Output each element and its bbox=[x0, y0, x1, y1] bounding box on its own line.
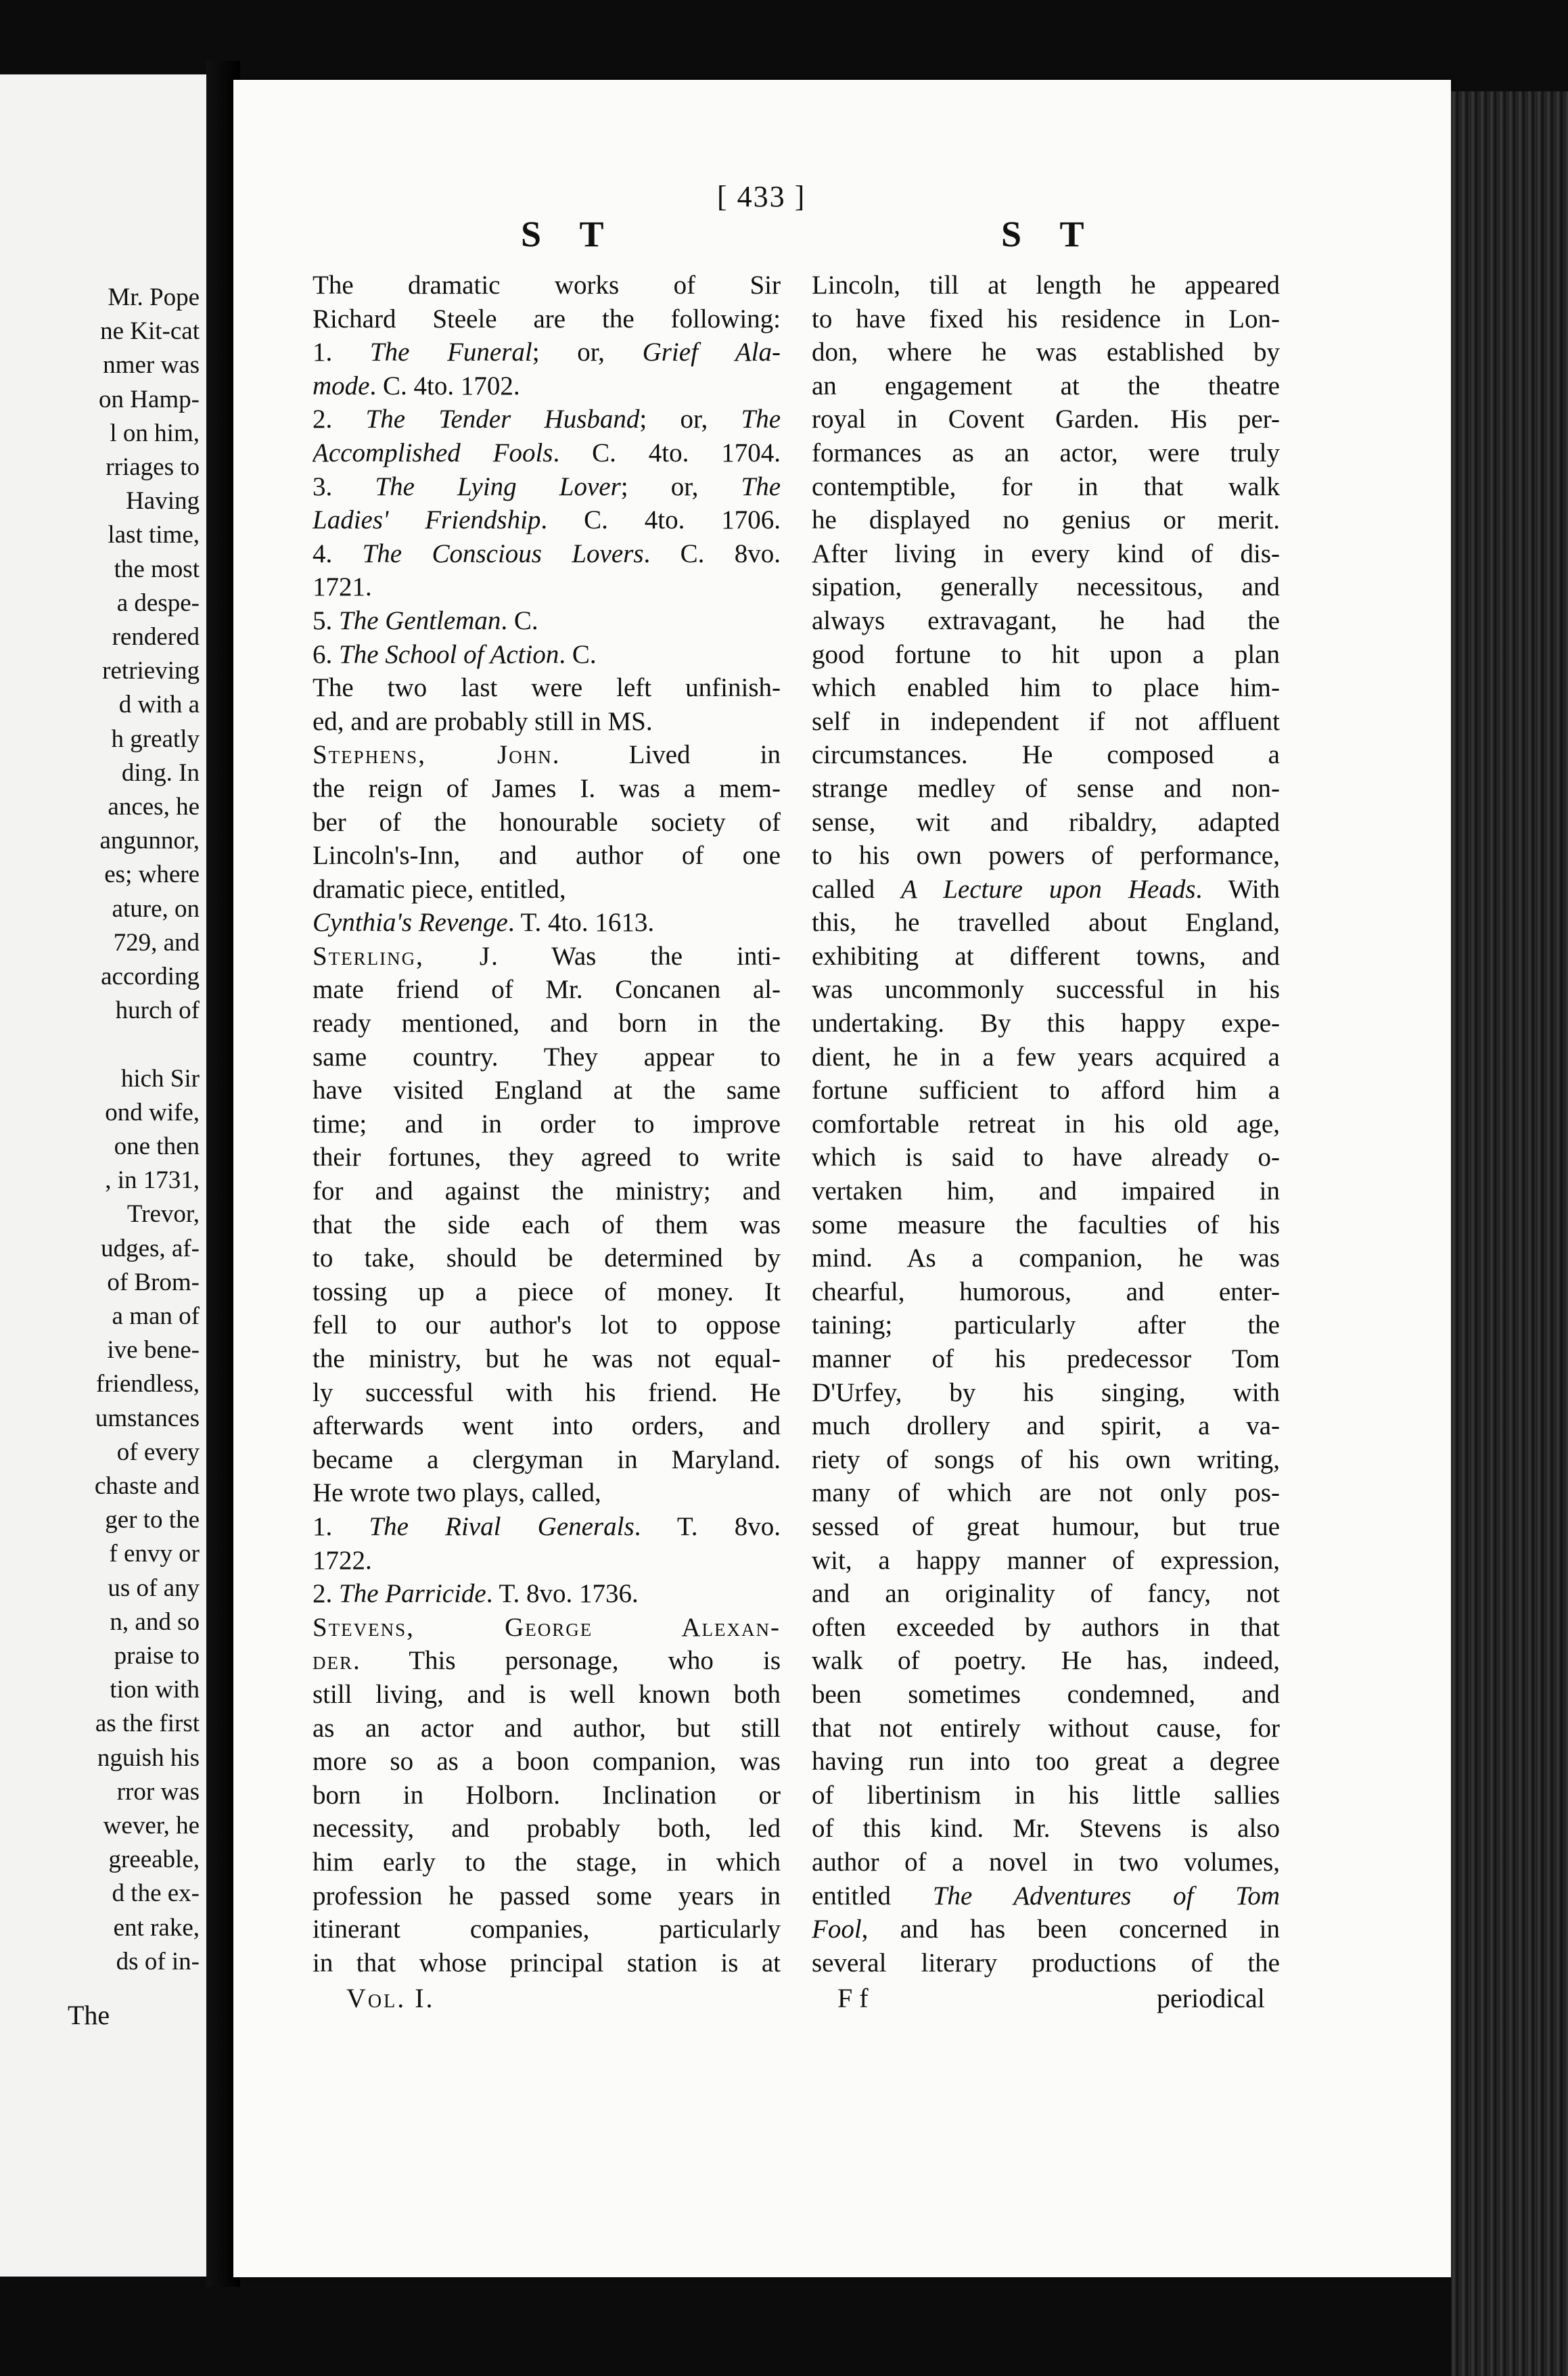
left-page-line: rriages to bbox=[106, 453, 200, 481]
text-run: 1. bbox=[313, 338, 370, 367]
text-run: . Was the inti- bbox=[491, 941, 781, 971]
text-run: Richard Steele are the following: bbox=[313, 304, 781, 334]
text-run: royal in Covent Garden. His per- bbox=[812, 405, 1280, 434]
text-run: was uncommonly successful in his bbox=[812, 975, 1280, 1005]
text-line bbox=[313, 1577, 781, 1611]
text-line bbox=[812, 1208, 1280, 1242]
left-page-line: Mr. Pope bbox=[108, 283, 200, 311]
text-line bbox=[313, 1678, 781, 1712]
text-line bbox=[812, 1712, 1280, 1745]
text-run: 4. bbox=[313, 539, 363, 568]
text-run: itinerant companies, particularly bbox=[313, 1915, 781, 1944]
left-page-line: hich Sir bbox=[120, 1064, 200, 1093]
text-run: have visited England at the same bbox=[313, 1076, 781, 1105]
left-page-line: the most bbox=[114, 555, 200, 583]
text-run: that the side each of them was bbox=[313, 1210, 781, 1239]
text-line bbox=[812, 940, 1280, 974]
text-run: ; or, bbox=[532, 338, 643, 367]
text-run: mate friend of Mr. Concanen al- bbox=[313, 975, 781, 1005]
text-line bbox=[812, 1913, 1280, 1946]
text-run: still living, and is well known both bbox=[313, 1679, 781, 1709]
italic-title: The Adventures of Tom bbox=[932, 1881, 1280, 1911]
text-run: The dramatic works of Sir bbox=[313, 271, 781, 300]
text-line bbox=[812, 403, 1280, 436]
left-page-line: umstances bbox=[95, 1404, 200, 1432]
text-run: to have fixed his residence in Lon- bbox=[812, 304, 1280, 334]
text-run: . T. 4to. 1613. bbox=[507, 908, 655, 938]
left-page-line: rror was bbox=[116, 1777, 200, 1806]
text-run: . C. 8vo. bbox=[643, 539, 781, 568]
left-page-line: chaste and bbox=[94, 1472, 200, 1500]
text-line bbox=[313, 772, 781, 806]
text-line bbox=[313, 1644, 781, 1678]
text-run: of libertinism in his little sallies bbox=[812, 1780, 1280, 1810]
left-page-line: us of any bbox=[108, 1574, 200, 1602]
signature-mark: F f bbox=[837, 1983, 869, 2013]
text-line bbox=[812, 570, 1280, 604]
text-run: in that whose principal station is at bbox=[313, 1948, 781, 1978]
text-column-right bbox=[812, 269, 1280, 1980]
text-line bbox=[812, 470, 1280, 504]
italic-title: The Gentleman bbox=[339, 606, 501, 635]
text-run: . T. 8vo. bbox=[634, 1511, 781, 1541]
left-page-line: ne Kit-cat bbox=[100, 317, 200, 346]
text-line bbox=[812, 1007, 1280, 1041]
italic-title: Fool bbox=[812, 1915, 862, 1944]
text-line bbox=[812, 604, 1280, 638]
text-run: vertaken him, and impaired in bbox=[812, 1176, 1280, 1206]
text-line bbox=[313, 1308, 781, 1342]
text-line bbox=[812, 1443, 1280, 1477]
left-page-line: es; where bbox=[104, 861, 200, 889]
text-run: ; or, bbox=[639, 405, 741, 434]
left-page-line: f envy or bbox=[109, 1540, 200, 1568]
left-page-line: angunnor, bbox=[99, 827, 200, 855]
left-page-line: d the ex- bbox=[112, 1879, 200, 1908]
text-run: taining; particularly after the bbox=[812, 1310, 1280, 1340]
text-line bbox=[313, 1376, 781, 1410]
text-line bbox=[812, 1174, 1280, 1208]
text-line bbox=[812, 1577, 1280, 1611]
italic-title: The Lying Lover bbox=[375, 472, 621, 501]
left-page-line: 729, and bbox=[113, 928, 200, 957]
left-page-line: as the first bbox=[95, 1710, 200, 1738]
text-run: undertaking. By this happy expe- bbox=[812, 1009, 1280, 1038]
text-run: . C. 4to. 1702. bbox=[369, 371, 520, 401]
text-run: often exceeded by authors in that bbox=[812, 1612, 1280, 1642]
entry-name: der bbox=[313, 1646, 353, 1676]
text-line bbox=[313, 1174, 781, 1208]
text-run: to his own powers of performance, bbox=[812, 841, 1280, 871]
text-run: . T. 8vo. 1736. bbox=[486, 1579, 639, 1609]
text-run: 2. bbox=[313, 405, 366, 434]
text-line bbox=[313, 1846, 781, 1879]
text-run: . C. 4to. 1706. bbox=[540, 505, 781, 535]
italic-title: Ladies' Friendship bbox=[313, 505, 541, 535]
text-run: ed, and are probably still in MS. bbox=[313, 706, 653, 736]
text-run: for and against the ministry; and bbox=[313, 1176, 781, 1206]
text-line bbox=[313, 1275, 781, 1309]
text-line bbox=[313, 1544, 781, 1578]
text-line bbox=[313, 906, 781, 940]
text-run: became a clergyman in Maryland. bbox=[313, 1444, 781, 1474]
text-line bbox=[812, 671, 1280, 705]
text-run: dient, he in a few years acquired a bbox=[812, 1042, 1280, 1072]
text-line bbox=[313, 839, 781, 873]
text-line bbox=[812, 973, 1280, 1007]
text-run: formances as an actor, were truly bbox=[812, 438, 1280, 467]
text-run: an engagement at the theatre bbox=[812, 371, 1280, 401]
left-page-line: Having bbox=[126, 487, 200, 516]
text-line bbox=[812, 269, 1280, 302]
text-line bbox=[313, 1409, 781, 1443]
text-line bbox=[812, 772, 1280, 806]
running-head-right: S T bbox=[1001, 214, 1099, 254]
text-line bbox=[313, 1946, 781, 1980]
left-page-line: ger to the bbox=[105, 1506, 200, 1534]
text-line bbox=[313, 873, 781, 907]
text-line bbox=[812, 1644, 1280, 1678]
left-page-line: rendered bbox=[112, 623, 200, 651]
text-line bbox=[812, 369, 1280, 403]
text-run: which enabled him to place him- bbox=[812, 673, 1280, 703]
volume-signature: Vol. I. bbox=[346, 1983, 435, 2013]
text-column-left bbox=[313, 269, 781, 1980]
text-line bbox=[812, 638, 1280, 672]
text-line bbox=[313, 705, 781, 739]
text-run: of this kind. Mr. Stevens is also bbox=[812, 1814, 1280, 1844]
text-run: some measure the faculties of his bbox=[812, 1210, 1280, 1239]
left-page-line: l on him, bbox=[110, 419, 200, 447]
text-line bbox=[313, 269, 781, 302]
text-line bbox=[313, 1041, 781, 1074]
text-line bbox=[812, 302, 1280, 336]
text-run: afterwards went into orders, and bbox=[313, 1411, 781, 1441]
text-line bbox=[313, 671, 781, 705]
left-page-catchword: The bbox=[68, 2000, 110, 2030]
italic-title: The Funeral bbox=[369, 338, 532, 367]
left-page-line: on Hamp- bbox=[99, 385, 200, 413]
text-run: fell to our author's lot to oppose bbox=[313, 1310, 781, 1340]
text-run: . C. 4to. 1704. bbox=[553, 438, 781, 467]
text-run: 5. bbox=[313, 606, 339, 635]
text-line bbox=[313, 973, 781, 1007]
text-run: he displayed no genius or merit. bbox=[812, 505, 1280, 535]
text-line bbox=[313, 1879, 781, 1913]
text-run: . C. bbox=[559, 639, 597, 669]
left-page-line: tion with bbox=[110, 1676, 200, 1704]
text-line bbox=[812, 906, 1280, 940]
italic-title: The bbox=[741, 472, 781, 501]
text-run: D'Urfey, by his singing, with bbox=[812, 1377, 1280, 1407]
text-run: sipation, generally necessitous, and bbox=[812, 572, 1280, 602]
text-run: dramatic piece, entitled, bbox=[313, 874, 566, 904]
italic-title: The Rival Generals bbox=[369, 1511, 635, 1541]
text-line bbox=[812, 1107, 1280, 1141]
text-line bbox=[313, 1745, 781, 1779]
text-line bbox=[812, 839, 1280, 873]
text-line bbox=[812, 1678, 1280, 1712]
italic-title: The School of Action bbox=[339, 639, 559, 669]
text-line bbox=[313, 1007, 781, 1041]
text-run: circumstances. He composed a bbox=[812, 740, 1280, 770]
text-line bbox=[812, 1544, 1280, 1578]
left-page-line: of Brom- bbox=[107, 1268, 200, 1296]
text-line bbox=[313, 604, 781, 638]
text-line bbox=[812, 1510, 1280, 1544]
text-run: contemptible, for in that walk bbox=[812, 472, 1280, 501]
text-run: don, where he was established by bbox=[812, 338, 1280, 367]
text-run: manner of his predecessor Tom bbox=[812, 1344, 1280, 1373]
text-run: author of a novel in two volumes, bbox=[812, 1847, 1280, 1877]
text-line bbox=[313, 570, 781, 604]
left-page-line: retrieving bbox=[102, 657, 200, 685]
italic-title: Grief Ala- bbox=[642, 338, 781, 367]
text-run: 1721. bbox=[313, 572, 372, 602]
text-line bbox=[812, 806, 1280, 840]
text-line bbox=[313, 738, 781, 772]
text-line bbox=[812, 537, 1280, 571]
text-line bbox=[812, 1946, 1280, 1980]
text-line bbox=[812, 705, 1280, 739]
text-line bbox=[313, 470, 781, 504]
text-run: 2. bbox=[313, 1579, 339, 1609]
text-line bbox=[812, 738, 1280, 772]
text-line bbox=[812, 1241, 1280, 1275]
left-page-line: , in 1731, bbox=[105, 1166, 200, 1195]
text-line bbox=[313, 1074, 781, 1107]
left-page-line: a man of bbox=[112, 1302, 200, 1330]
text-line bbox=[812, 1879, 1280, 1913]
text-line bbox=[812, 336, 1280, 369]
text-line bbox=[313, 1510, 781, 1544]
text-run: 3. bbox=[313, 472, 375, 501]
left-page-line: according bbox=[101, 963, 200, 990]
running-head-left: S T bbox=[521, 214, 619, 254]
text-run: . C. bbox=[501, 606, 538, 635]
left-page-line: a despe- bbox=[116, 589, 200, 617]
text-run: been sometimes condemned, and bbox=[812, 1679, 1280, 1709]
italic-title: The Tender Husband bbox=[365, 405, 640, 434]
left-page-line: hurch of bbox=[115, 997, 200, 1025]
italic-title: Cynthia's Revenge bbox=[313, 908, 508, 938]
left-page-line: udges, af- bbox=[101, 1234, 200, 1262]
text-line bbox=[812, 1812, 1280, 1846]
left-page-line: n, and so bbox=[110, 1607, 200, 1636]
text-line bbox=[812, 1041, 1280, 1074]
text-line bbox=[812, 1141, 1280, 1174]
text-line bbox=[313, 302, 781, 336]
text-line bbox=[812, 1409, 1280, 1443]
text-line bbox=[313, 336, 781, 369]
text-line bbox=[812, 1779, 1280, 1812]
text-line bbox=[313, 1779, 781, 1812]
text-line bbox=[313, 1712, 781, 1745]
text-run: time; and in order to improve bbox=[313, 1109, 781, 1139]
left-page-fragment bbox=[0, 74, 208, 2277]
text-line bbox=[812, 873, 1280, 907]
text-run: riety of songs of his own writing, bbox=[812, 1444, 1280, 1474]
text-run: many of which are not only pos- bbox=[812, 1478, 1280, 1508]
text-line bbox=[313, 1107, 781, 1141]
text-run: The two last were left unfinish- bbox=[313, 673, 781, 703]
entry-name: Stevens, George Alexan- bbox=[313, 1612, 781, 1642]
entry-name: Sterling, J bbox=[313, 941, 492, 971]
left-page-line: ond wife, bbox=[105, 1098, 200, 1126]
text-run: Lincoln's-Inn, and author of one bbox=[313, 841, 781, 871]
left-page-line: ature, on bbox=[112, 894, 200, 923]
text-run: born in Holborn. Inclination or bbox=[313, 1780, 781, 1810]
left-page-line: d with a bbox=[118, 691, 200, 719]
text-run: ready mentioned, and born in the bbox=[313, 1009, 781, 1038]
text-line bbox=[812, 1611, 1280, 1645]
text-run: profession he passed some years in bbox=[313, 1881, 781, 1911]
text-run: this, he travelled about England, bbox=[812, 908, 1280, 938]
text-run: same country. They appear to bbox=[313, 1042, 781, 1072]
text-run: tossing up a piece of money. It bbox=[313, 1277, 781, 1306]
text-run: called bbox=[812, 874, 902, 904]
text-run: 1722. bbox=[313, 1545, 372, 1575]
text-line bbox=[812, 503, 1280, 537]
text-run: , and has been concerned in bbox=[861, 1915, 1280, 1944]
left-page-line: ances, he bbox=[108, 793, 200, 821]
text-line bbox=[812, 436, 1280, 470]
text-run: Lincoln, till at length he appeared bbox=[812, 271, 1280, 300]
left-page-line: last time, bbox=[108, 521, 200, 549]
text-line bbox=[812, 1476, 1280, 1510]
left-page-line: ds of in- bbox=[116, 1947, 200, 1975]
page-edges bbox=[1451, 91, 1568, 2376]
text-line bbox=[812, 1846, 1280, 1879]
text-run: ; or, bbox=[620, 472, 741, 501]
text-run: good fortune to hit upon a plan bbox=[812, 639, 1280, 669]
left-page-line: nguish his bbox=[97, 1743, 200, 1772]
italic-title: The bbox=[741, 405, 781, 434]
text-run: always extravagant, he had the bbox=[812, 606, 1280, 635]
text-run: sense, wit and ribaldry, adapted bbox=[812, 807, 1280, 837]
text-line bbox=[313, 1913, 781, 1946]
text-run: to take, should be determined by bbox=[313, 1243, 781, 1273]
text-line bbox=[313, 403, 781, 436]
text-run: having run into too great a degree bbox=[812, 1747, 1280, 1777]
text-run: comfortable retreat in his old age, bbox=[812, 1109, 1280, 1139]
left-page-line: friendless, bbox=[95, 1370, 200, 1398]
text-run: their fortunes, they agreed to write bbox=[313, 1143, 781, 1172]
text-run: much drollery and spirit, a va- bbox=[812, 1411, 1280, 1441]
text-line bbox=[313, 537, 781, 571]
italic-title: Accomplished Fools bbox=[313, 438, 553, 467]
text-run: self in independent if not affluent bbox=[812, 706, 1280, 736]
text-run: and an originality of fancy, not bbox=[812, 1579, 1280, 1609]
text-run: the ministry, but he was not equal- bbox=[313, 1344, 781, 1373]
text-run: that not entirely without cause, for bbox=[812, 1713, 1280, 1743]
catchword: periodical bbox=[1157, 1983, 1265, 2013]
text-run: . Lived in bbox=[552, 740, 781, 770]
text-line bbox=[313, 1141, 781, 1174]
text-line bbox=[313, 1812, 781, 1846]
left-page-line: Trevor, bbox=[126, 1200, 200, 1229]
text-run: as an actor and author, but still bbox=[313, 1713, 781, 1743]
left-page-line: of every bbox=[116, 1438, 200, 1466]
left-page-line: ding. In bbox=[121, 758, 200, 787]
italic-title: mode bbox=[313, 371, 370, 401]
text-line bbox=[313, 1342, 781, 1376]
text-run: him early to the stage, in which bbox=[313, 1847, 781, 1877]
text-run: ber of the honourable society of bbox=[313, 807, 781, 837]
text-line bbox=[812, 1308, 1280, 1342]
text-run: the reign of James I. was a mem- bbox=[313, 773, 781, 803]
text-line bbox=[812, 1745, 1280, 1779]
text-line bbox=[313, 806, 781, 840]
text-run: several literary productions of the bbox=[812, 1948, 1280, 1978]
text-line bbox=[313, 940, 781, 974]
text-run: . With bbox=[1195, 874, 1280, 904]
left-page-line: praise to bbox=[114, 1642, 200, 1670]
left-page-line: wever, he bbox=[103, 1812, 200, 1840]
text-run: He wrote two plays, called, bbox=[313, 1478, 601, 1508]
text-run: chearful, humorous, and enter- bbox=[812, 1277, 1280, 1306]
text-run: mind. As a companion, he was bbox=[812, 1243, 1280, 1273]
text-run: exhibiting at different towns, and bbox=[812, 941, 1280, 971]
page-number: [ 433 ] bbox=[717, 180, 806, 213]
text-run: 1. bbox=[313, 1511, 369, 1541]
text-run: fortune sufficient to afford him a bbox=[812, 1076, 1280, 1105]
text-line bbox=[313, 1241, 781, 1275]
text-run: more so as a boon companion, was bbox=[313, 1747, 781, 1777]
text-run: sessed of great humour, but true bbox=[812, 1511, 1280, 1541]
text-run: walk of poetry. He has, indeed, bbox=[812, 1646, 1280, 1676]
text-line bbox=[313, 1476, 781, 1510]
italic-title: The Parricide bbox=[339, 1579, 486, 1609]
text-line bbox=[313, 369, 781, 403]
text-run: wit, a happy manner of expression, bbox=[812, 1545, 1280, 1575]
text-line bbox=[812, 1275, 1280, 1309]
text-line bbox=[812, 1074, 1280, 1107]
italic-title: The Conscious Lovers bbox=[362, 539, 644, 568]
left-page-line: nmer was bbox=[103, 351, 200, 380]
left-page-line: greeable, bbox=[108, 1846, 200, 1874]
text-line bbox=[812, 1342, 1280, 1376]
text-line bbox=[313, 1443, 781, 1477]
entry-name: Stephens, John bbox=[313, 740, 553, 770]
text-line bbox=[812, 1376, 1280, 1410]
text-run: entitled bbox=[812, 1881, 933, 1911]
text-run: which is said to have already o- bbox=[812, 1143, 1280, 1172]
left-page-line: ent rake, bbox=[113, 1913, 200, 1942]
text-run: necessity, and probably both, led bbox=[313, 1814, 781, 1844]
text-run: . This personage, who is bbox=[353, 1646, 781, 1676]
left-page-line: one then bbox=[114, 1133, 200, 1160]
text-line bbox=[313, 503, 781, 537]
text-line bbox=[313, 436, 781, 470]
left-page-line: ive bene- bbox=[107, 1336, 200, 1365]
text-line bbox=[313, 1611, 781, 1645]
text-run: strange medley of sense and non- bbox=[812, 773, 1280, 803]
text-run: ly successful with his friend. He bbox=[313, 1377, 781, 1407]
text-run: After living in every kind of dis- bbox=[812, 539, 1280, 568]
text-line bbox=[313, 638, 781, 672]
left-page-line: h greatly bbox=[111, 725, 200, 753]
text-line bbox=[313, 1208, 781, 1242]
italic-title: A Lecture upon Heads bbox=[901, 874, 1196, 904]
text-run: 6. bbox=[313, 639, 339, 669]
